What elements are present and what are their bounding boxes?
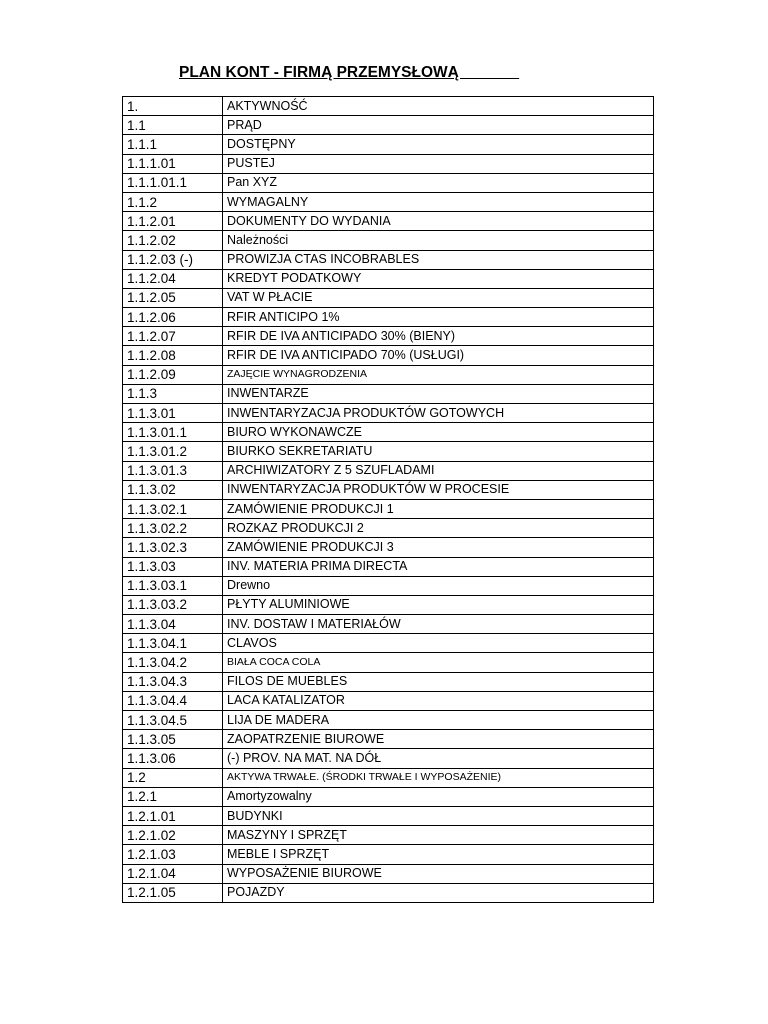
table-row	[123, 749, 654, 768]
account-name: INWENTARYZACJA PRODUKTÓW GOTOWYCH	[223, 404, 654, 423]
table-row	[123, 595, 654, 614]
account-name: INV. MATERIA PRIMA DIRECTA	[223, 557, 654, 576]
table-row	[123, 576, 654, 595]
account-code: 1.1.2.08	[123, 346, 223, 365]
account-code: 1.1.2.07	[123, 327, 223, 346]
table-row	[123, 288, 654, 307]
account-name: RFIR DE IVA ANTICIPADO 70% (USŁUGI)	[223, 346, 654, 365]
account-code: 1.2.1.05	[123, 883, 223, 902]
account-name: AKTYWNOŚĆ	[223, 97, 654, 116]
account-name: PUSTEJ	[223, 154, 654, 173]
table-row	[123, 154, 654, 173]
account-code: 1.	[123, 97, 223, 116]
table-row	[123, 308, 654, 327]
account-name: Drewno	[223, 576, 654, 595]
account-name: INV. DOSTAW I MATERIAŁÓW	[223, 615, 654, 634]
account-code: 1.2	[123, 768, 223, 787]
account-name: ARCHIWIZATORY Z 5 SZUFLADAMI	[223, 461, 654, 480]
account-code: 1.1.3.06	[123, 749, 223, 768]
account-name: WYMAGALNY	[223, 192, 654, 211]
table-row	[123, 499, 654, 518]
account-name: CLAVOS	[223, 634, 654, 653]
table-row	[123, 768, 654, 787]
table-row	[123, 269, 654, 288]
table-row	[123, 250, 654, 269]
table-row	[123, 519, 654, 538]
account-code: 1.2.1.03	[123, 845, 223, 864]
account-name: WYPOSAŻENIE BIUROWE	[223, 864, 654, 883]
account-code: 1.1.3.01.3	[123, 461, 223, 480]
table-row	[123, 691, 654, 710]
table-row	[123, 135, 654, 154]
account-name: ZAOPATRZENIE BIUROWE	[223, 730, 654, 749]
account-code: 1.1.3.01.1	[123, 423, 223, 442]
account-name: INWENTARYZACJA PRODUKTÓW W PROCESIE	[223, 480, 654, 499]
table-row	[123, 538, 654, 557]
account-name: BIURO WYKONAWCZE	[223, 423, 654, 442]
account-name: ROZKAZ PRODUKCJI 2	[223, 519, 654, 538]
account-name: MASZYNY I SPRZĘT	[223, 826, 654, 845]
account-code: 1.1.3.03	[123, 557, 223, 576]
account-code: 1.2.1.04	[123, 864, 223, 883]
account-code: 1.1.2.06	[123, 308, 223, 327]
account-name: PŁYTY ALUMINIOWE	[223, 595, 654, 614]
account-name: Należności	[223, 231, 654, 250]
account-name: RFIR DE IVA ANTICIPADO 30% (BIENY)	[223, 327, 654, 346]
table-row	[123, 231, 654, 250]
table-row	[123, 346, 654, 365]
table-row	[123, 806, 654, 825]
account-name: MEBLE I SPRZĘT	[223, 845, 654, 864]
account-code: 1.1.3.03.1	[123, 576, 223, 595]
table-row	[123, 730, 654, 749]
account-name: ZAMÓWIENIE PRODUKCJI 3	[223, 538, 654, 557]
table-row	[123, 711, 654, 730]
table-row	[123, 787, 654, 806]
account-name: POJAZDY	[223, 883, 654, 902]
account-code: 1.1.3.04.5	[123, 711, 223, 730]
table-row	[123, 192, 654, 211]
table-row	[123, 826, 654, 845]
chart-of-accounts-table	[122, 96, 654, 903]
account-code: 1.1.3.02.3	[123, 538, 223, 557]
account-code: 1.1.3	[123, 384, 223, 403]
account-code: 1.1.1.01	[123, 154, 223, 173]
table-row	[123, 173, 654, 192]
table-row	[123, 845, 654, 864]
account-code: 1.1.2.09	[123, 365, 223, 384]
account-code: 1.1	[123, 116, 223, 135]
account-code: 1.1.2.04	[123, 269, 223, 288]
account-code: 1.1.3.02	[123, 480, 223, 499]
account-name: BIURKO SEKRETARIATU	[223, 442, 654, 461]
account-name: ZAMÓWIENIE PRODUKCJI 1	[223, 499, 654, 518]
account-name: LACA KATALIZATOR	[223, 691, 654, 710]
account-name: ZAJĘCIE WYNAGRODZENIA	[223, 365, 654, 384]
account-name: KREDYT PODATKOWY	[223, 269, 654, 288]
account-name: PROWIZJA CTAS INCOBRABLES	[223, 250, 654, 269]
table-row	[123, 480, 654, 499]
table-row	[123, 634, 654, 653]
table-row	[123, 327, 654, 346]
account-code: 1.1.3.04	[123, 615, 223, 634]
account-name: (-) PROV. NA MAT. NA DÓŁ	[223, 749, 654, 768]
account-name: DOSTĘPNY	[223, 135, 654, 154]
table-row	[123, 116, 654, 135]
account-code: 1.1.3.01	[123, 404, 223, 423]
account-name: VAT W PŁACIE	[223, 288, 654, 307]
account-name: DOKUMENTY DO WYDANIA	[223, 212, 654, 231]
table-row	[123, 365, 654, 384]
account-code: 1.2.1.01	[123, 806, 223, 825]
account-code: 1.1.3.05	[123, 730, 223, 749]
account-code: 1.1.2.01	[123, 212, 223, 231]
table-row	[123, 442, 654, 461]
table-row	[123, 557, 654, 576]
account-code: 1.1.3.02.1	[123, 499, 223, 518]
account-code: 1.1.3.04.4	[123, 691, 223, 710]
account-name: BUDYNKI	[223, 806, 654, 825]
account-name: PRĄD	[223, 116, 654, 135]
account-code: 1.1.3.04.3	[123, 672, 223, 691]
table-row	[123, 404, 654, 423]
table-row	[123, 864, 654, 883]
account-rows	[123, 97, 654, 903]
table-row	[123, 653, 654, 672]
table-row	[123, 883, 654, 902]
account-code: 1.1.3.02.2	[123, 519, 223, 538]
account-code: 1.1.1.01.1	[123, 173, 223, 192]
account-code: 1.1.2.02	[123, 231, 223, 250]
account-name: INWENTARZE	[223, 384, 654, 403]
account-code: 1.1.2.05	[123, 288, 223, 307]
account-code: 1.1.3.04.1	[123, 634, 223, 653]
account-code: 1.1.1	[123, 135, 223, 154]
account-name: LIJA DE MADERA	[223, 711, 654, 730]
table-row	[123, 423, 654, 442]
account-name: RFIR ANTICIPO 1%	[223, 308, 654, 327]
table-row	[123, 97, 654, 116]
table-row	[123, 212, 654, 231]
page-title: PLAN KONT - FIRMĄ PRZEMYSŁOWĄ	[179, 64, 520, 81]
account-name: Amortyzowalny	[223, 787, 654, 806]
table-row	[123, 615, 654, 634]
account-code: 1.2.1.02	[123, 826, 223, 845]
account-name: FILOS DE MUEBLES	[223, 672, 654, 691]
account-code: 1.2.1	[123, 787, 223, 806]
account-name: Pan XYZ	[223, 173, 654, 192]
account-code: 1.1.3.01.2	[123, 442, 223, 461]
account-code: 1.1.3.03.2	[123, 595, 223, 614]
account-name: AKTYWA TRWAŁE. (ŚRODKI TRWAŁE I WYPOSAŻENIE)	[223, 768, 654, 787]
table-row	[123, 384, 654, 403]
table-row	[123, 461, 654, 480]
account-code: 1.1.2	[123, 192, 223, 211]
account-code: 1.1.2.03 (-)	[123, 250, 223, 269]
table-row	[123, 672, 654, 691]
account-code: 1.1.3.04.2	[123, 653, 223, 672]
account-name: BIAŁA COCA COLA	[223, 653, 654, 672]
